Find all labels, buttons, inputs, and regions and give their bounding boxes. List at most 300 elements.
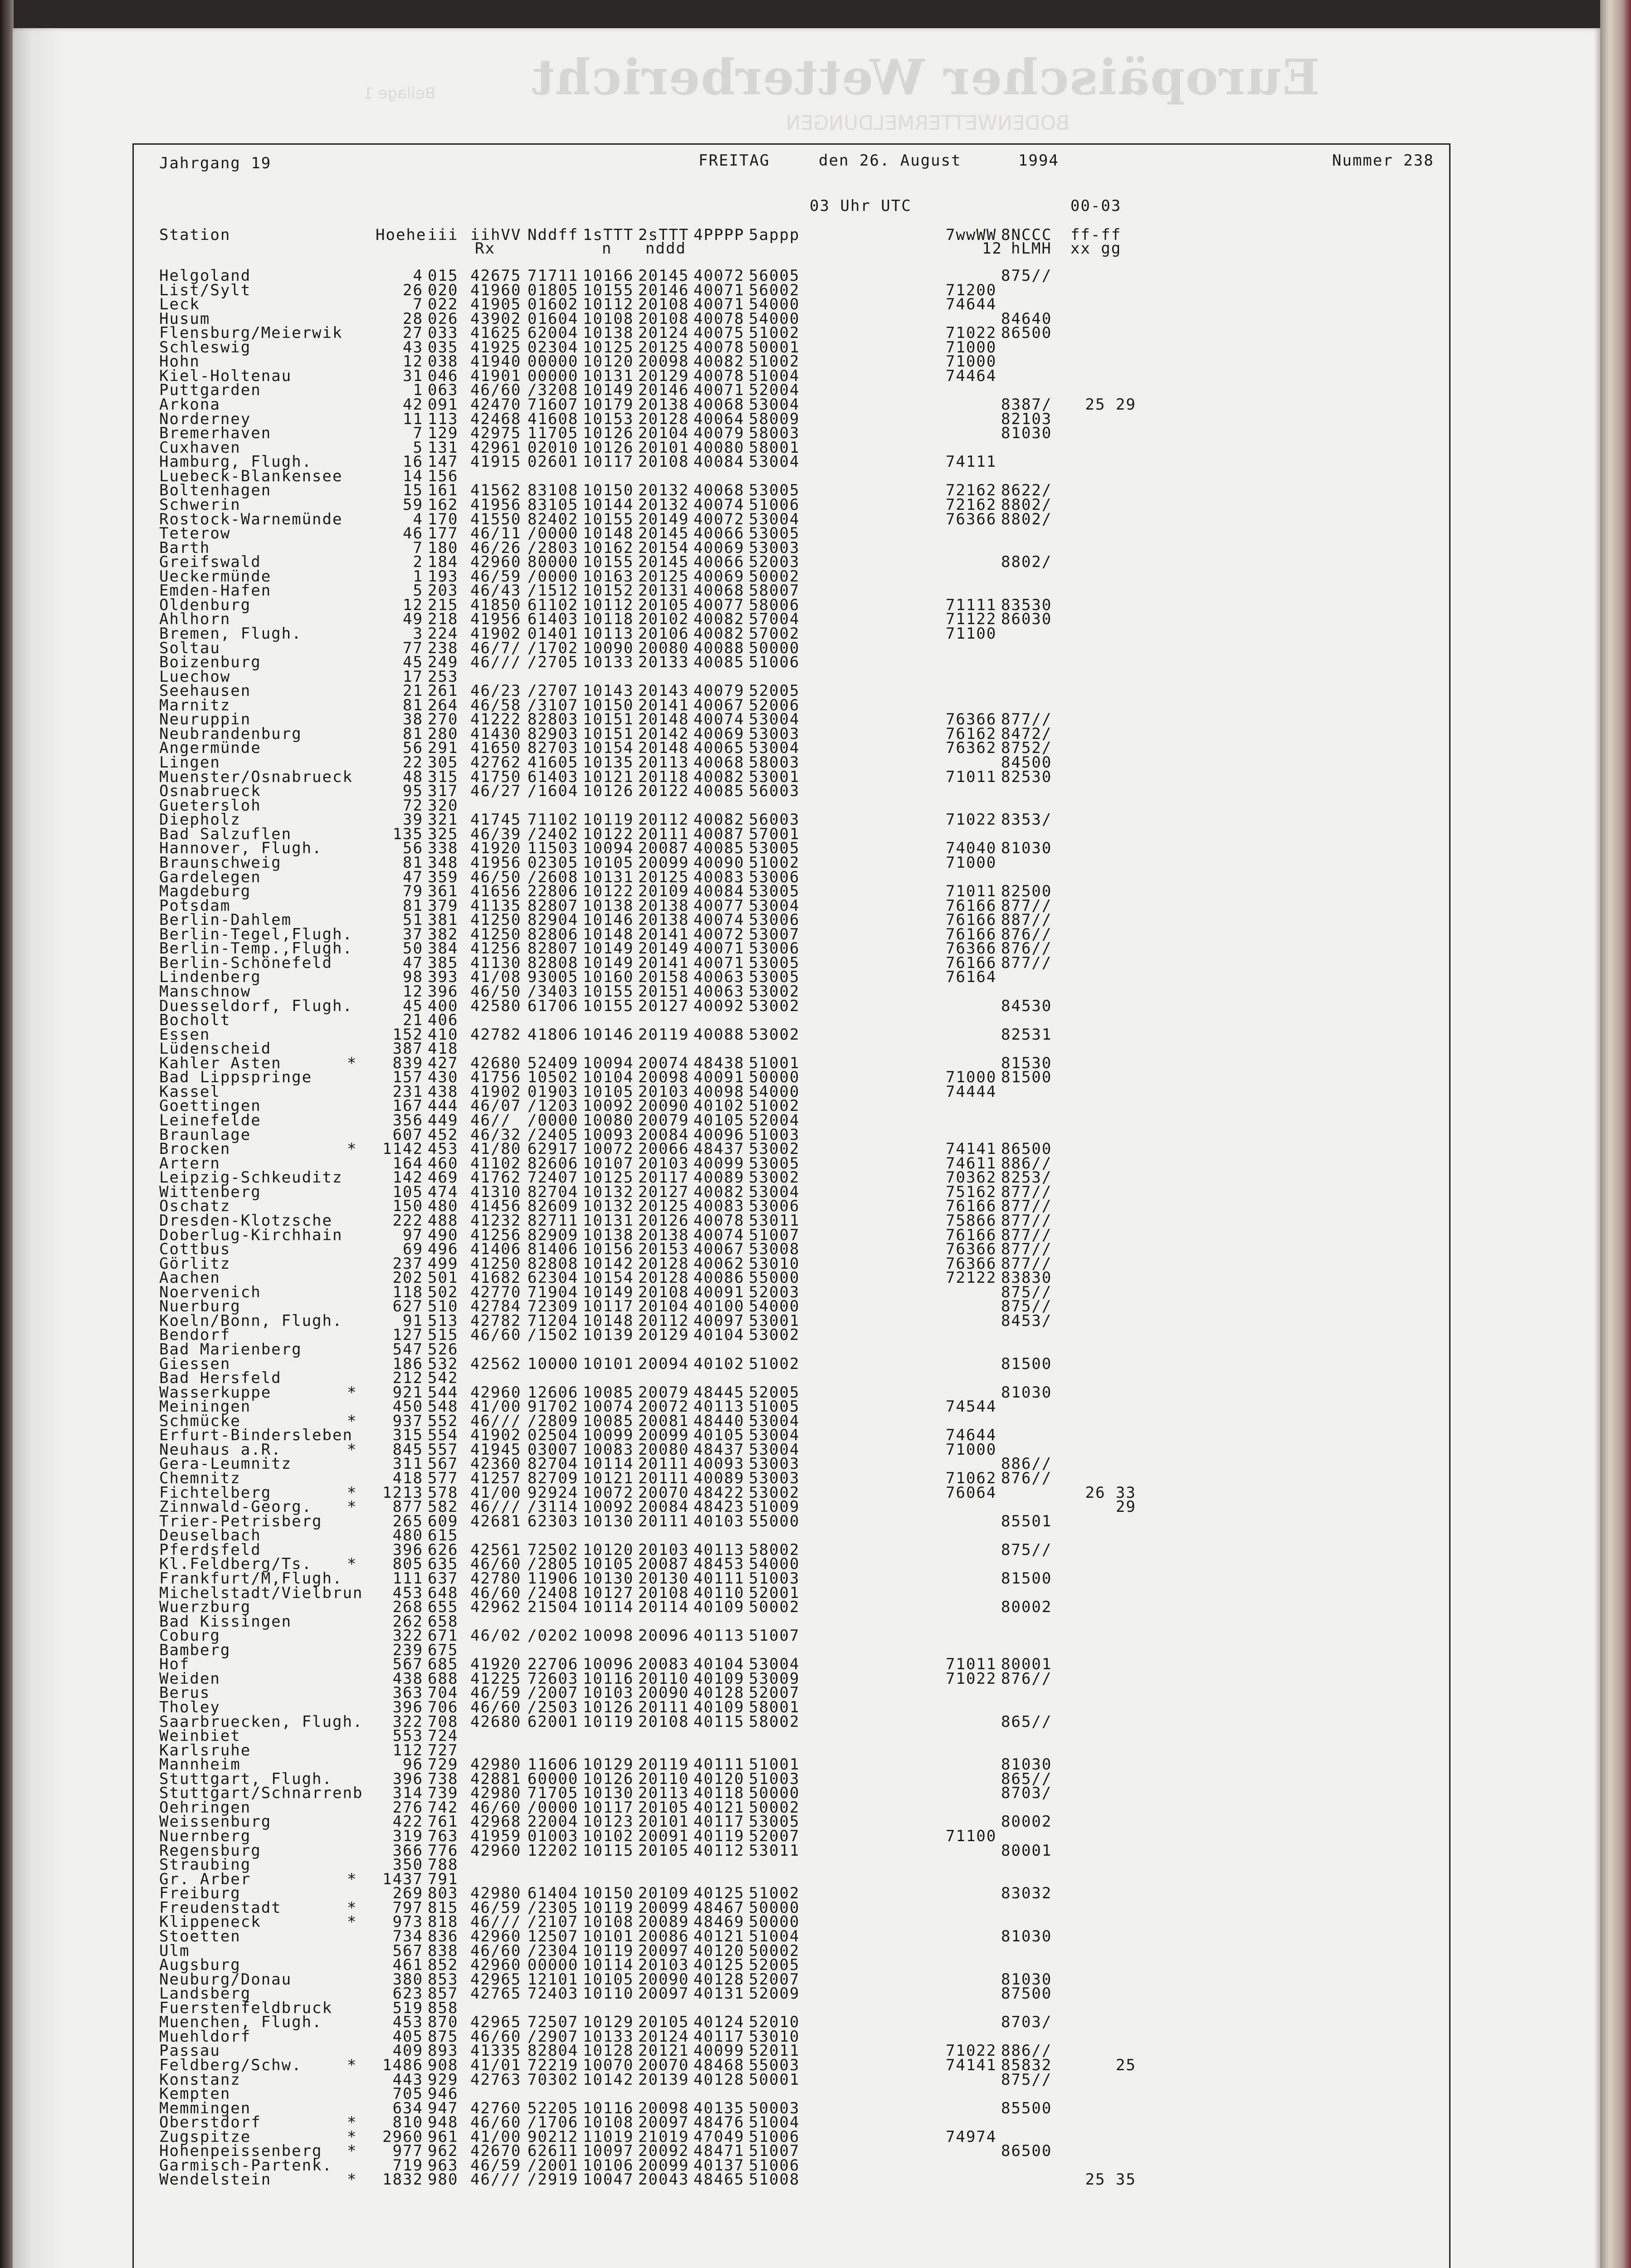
cell-sttt-2: 20143 [638, 682, 689, 700]
cell-sttt-2: 20125 [638, 1197, 689, 1216]
table-row [134, 1025, 1449, 1044]
cell-pppp: 40105 [693, 1426, 745, 1445]
cell-iihvv: 41406 [470, 1240, 522, 1259]
cell-hoehe: 81 [403, 696, 423, 714]
cell-appp: 56003 [749, 782, 800, 801]
cell-wwww: 76162 [946, 724, 997, 743]
cell-nccc: 87500 [1001, 1984, 1052, 2003]
cell-station-name: Hof [159, 1655, 190, 1674]
cell-sttt-1: 11019 [583, 2127, 634, 2146]
cell-pppp: 40082 [693, 625, 745, 643]
cell-iii: 361 [428, 882, 459, 901]
cell-sttt-1: 10131 [583, 1211, 634, 1230]
cell-station-name: Luebeck-Blankensee [159, 467, 343, 485]
cell-pppp: 40078 [693, 1211, 745, 1230]
cell-station-name: List/Sylt [159, 281, 251, 299]
cell-nddff: 72403 [527, 1984, 579, 2003]
cell-pppp: 40113 [693, 1627, 745, 1645]
cell-iii: 567 [428, 1455, 459, 1473]
cell-nccc: 86030 [1001, 610, 1052, 629]
cell-hoehe: 1142 [382, 1140, 423, 1158]
cell-sttt-1: 10121 [583, 1469, 634, 1488]
cell-sttt-1: 10085 [583, 1383, 634, 1402]
cell-sttt-2: 20105 [638, 596, 689, 614]
cell-sttt-2: 20074 [638, 1054, 689, 1072]
cell-hoehe: 45 [403, 653, 423, 672]
cell-nddff: 02304 [527, 338, 579, 357]
cell-ffff: 25 35 [1085, 2170, 1136, 2189]
cell-hoehe: 16 [403, 453, 423, 471]
cell-sttt-2: 20098 [638, 352, 689, 371]
cell-appp: 56003 [749, 811, 800, 829]
cell-appp: 53004 [749, 396, 800, 414]
cell-iii: 738 [428, 1769, 459, 1788]
cell-pppp: 40071 [693, 939, 745, 958]
cell-station-name: Ueckermünde [159, 567, 272, 586]
cell-sttt-1: 10123 [583, 1813, 634, 1831]
table-row [134, 999, 1449, 1013]
cell-pppp: 40096 [693, 1125, 745, 1144]
cell-sttt-2: 20138 [638, 896, 689, 915]
cell-sttt-1: 10142 [583, 1254, 634, 1273]
cell-iii: 033 [428, 324, 459, 342]
cell-hoehe: 81 [403, 896, 423, 915]
cell-sttt-2: 20111 [638, 1469, 689, 1488]
cell-sttt-1: 10114 [583, 1455, 634, 1473]
cell-sttt-2: 20103 [638, 1082, 689, 1101]
cell-iihvv: 41102 [470, 1154, 522, 1173]
cell-station-name: Regensburg [159, 1841, 261, 1860]
cell-iii: 946 [428, 2085, 459, 2103]
weekday: FREITAG [698, 152, 770, 170]
cell-nddff: 62917 [527, 1140, 579, 1158]
cell-station-name: Lindenberg [159, 968, 261, 987]
cell-station-name: Magdeburg [159, 882, 251, 901]
cell-wwww: 76166 [946, 953, 997, 972]
cell-nddff: /1706 [527, 2113, 579, 2132]
cell-sttt-1: 10162 [583, 538, 634, 557]
cell-nddff: 52409 [527, 1054, 579, 1072]
cell-hoehe: 239 [392, 1641, 423, 1659]
cell-sttt-2: 20091 [638, 1827, 689, 1846]
cell-iihvv: 46/60 [470, 1584, 522, 1602]
cell-hoehe: 4 [413, 510, 423, 528]
cell-station-name: Deuselbach [159, 1526, 261, 1545]
cell-nddff: 62303 [527, 1512, 579, 1530]
cell-hoehe: 7 [413, 424, 423, 443]
cell-nddff: 11906 [527, 1569, 579, 1588]
cell-nddff: 12202 [527, 1841, 579, 1860]
cell-hoehe: 69 [403, 1240, 423, 1259]
table-row [134, 655, 1449, 670]
cell-iii: 513 [428, 1311, 459, 1330]
cell-wwww: 76166 [946, 896, 997, 915]
cell-hoehe: 268 [392, 1598, 423, 1617]
cell-mountain-marker: * [347, 1383, 357, 1402]
cell-nddff: 62611 [527, 2142, 579, 2160]
cell-ffff: 25 29 [1085, 396, 1136, 414]
cell-station-name: Bad Lippspringe [159, 1068, 313, 1087]
cell-nccc: 80002 [1001, 1598, 1052, 1617]
cell-hoehe: 453 [392, 2013, 423, 2032]
cell-pppp: 40111 [693, 1755, 745, 1774]
cell-appp: 57004 [749, 610, 800, 629]
cell-wwww: 71000 [946, 1440, 997, 1459]
cell-nccc: 82530 [1001, 767, 1052, 786]
cell-iii: 022 [428, 295, 459, 314]
cell-appp: 50000 [749, 1913, 800, 1931]
cell-pppp: 40063 [693, 968, 745, 987]
cell-iihvv: 41/08 [470, 968, 522, 987]
cell-hoehe: 805 [392, 1555, 423, 1574]
cell-hoehe: 22 [403, 753, 423, 772]
cell-pppp: 40069 [693, 538, 745, 557]
cell-wwww: 71122 [946, 610, 997, 629]
cell-iii: 544 [428, 1383, 459, 1402]
cell-appp: 58006 [749, 596, 800, 614]
cell-sttt-1: 10122 [583, 825, 634, 843]
cell-sttt-1: 10130 [583, 1784, 634, 1803]
cell-sttt-2: 20079 [638, 1111, 689, 1130]
cell-hoehe: 380 [392, 1970, 423, 1989]
cell-nccc: 8802/ [1001, 495, 1052, 514]
cell-sttt-2: 20111 [638, 825, 689, 843]
cell-iii: 893 [428, 2042, 459, 2060]
cell-appp: 57002 [749, 625, 800, 643]
cell-station-name: Barth [159, 538, 210, 557]
col-7wwww-sub: 12 [982, 240, 1002, 258]
cell-iii: 015 [428, 267, 459, 285]
cell-appp: 52003 [749, 553, 800, 572]
cell-appp: 52009 [749, 1984, 800, 2003]
cell-nccc: 8253/ [1001, 1168, 1052, 1187]
cell-nddff: 60000 [527, 1769, 579, 1788]
cell-appp: 52007 [749, 1684, 800, 1702]
cell-hoehe: 81 [403, 724, 423, 743]
cell-iii: 658 [428, 1612, 459, 1631]
cell-sttt-2: 20138 [638, 1226, 689, 1244]
cell-hoehe: 79 [403, 882, 423, 901]
cell-wwww: 76366 [946, 1240, 997, 1259]
cell-sttt-1: 10120 [583, 352, 634, 371]
cell-pppp: 48471 [693, 2142, 745, 2160]
cell-appp: 52007 [749, 1970, 800, 1989]
cell-sttt-2: 20099 [638, 853, 689, 872]
cell-nddff: /2001 [527, 2156, 579, 2175]
cell-nccc: 8472/ [1001, 724, 1052, 743]
cell-hoehe: 366 [392, 1841, 423, 1860]
cell-hoehe: 31 [403, 367, 423, 385]
cell-iihvv: 42681 [470, 1512, 522, 1530]
cell-pppp: 40082 [693, 767, 745, 786]
cell-sttt-2: 21019 [638, 2127, 689, 2146]
cell-iihvv: 42762 [470, 753, 522, 772]
cell-nddff: 02010 [527, 438, 579, 457]
cell-sttt-2: 20092 [638, 2142, 689, 2160]
cell-iihvv: 46/60 [470, 2113, 522, 2132]
cell-nccc: 81030 [1001, 1383, 1052, 1402]
cell-sttt-2: 20108 [638, 1712, 689, 1731]
cell-nddff: 82808 [527, 953, 579, 972]
cell-iihvv: 41/00 [470, 1398, 522, 1416]
cell-wwww: 71000 [946, 352, 997, 371]
cell-appp: 51002 [749, 853, 800, 872]
cell-station-name: Fuerstenfeldbruck [159, 1999, 332, 2017]
cell-pppp: 40089 [693, 1168, 745, 1187]
cell-station-name: Michelstadt/Vielbrun [159, 1584, 363, 1602]
cell-station-name: Berlin-Dahlem [159, 911, 292, 929]
cell-appp: 53004 [749, 1183, 800, 1201]
cell-appp: 53010 [749, 1254, 800, 1273]
cell-sttt-1: 10094 [583, 1054, 634, 1072]
cell-iii: 385 [428, 953, 459, 972]
cell-pppp: 48468 [693, 2056, 745, 2074]
cell-iihvv: 46/07 [470, 1097, 522, 1115]
table-row [134, 1858, 1449, 1872]
cell-station-name: Soltau [159, 639, 220, 657]
cell-sttt-1: 10126 [583, 782, 634, 801]
cell-station-name: Oldenburg [159, 596, 251, 614]
cell-nddff: /1203 [527, 1097, 579, 1115]
cell-nccc: 875// [1001, 1297, 1052, 1316]
observation-time: 03 Uhr UTC [810, 197, 912, 215]
cell-hoehe: 3 [413, 625, 423, 643]
cell-station-name: Muenchen, Flugh. [159, 2013, 322, 2032]
cell-pppp: 40103 [693, 1512, 745, 1530]
cell-pppp: 40064 [693, 410, 745, 428]
cell-nddff: /2803 [527, 538, 579, 557]
cell-mountain-marker: * [347, 1412, 357, 1430]
cell-hoehe: 91 [403, 1311, 423, 1330]
cell-hoehe: 212 [392, 1369, 423, 1388]
cell-appp: 53004 [749, 1440, 800, 1459]
cell-pppp: 40085 [693, 653, 745, 672]
cell-sttt-1: 10160 [583, 968, 634, 987]
cell-iihvv: 46/60 [470, 1698, 522, 1716]
cell-sttt-2: 20128 [638, 410, 689, 428]
cell-iii: 453 [428, 1140, 459, 1158]
cell-nccc: 8453/ [1001, 1311, 1052, 1330]
cell-sttt-1: 10117 [583, 1798, 634, 1817]
cell-sttt-2: 20131 [638, 582, 689, 600]
cell-sttt-1: 10130 [583, 1569, 634, 1588]
cell-iihvv: 41256 [470, 939, 522, 958]
cell-hoehe: 705 [392, 2085, 423, 2103]
cell-appp: 53007 [749, 925, 800, 943]
cell-iii: 655 [428, 1598, 459, 1617]
cell-iii: 803 [428, 1884, 459, 1903]
cell-appp: 58003 [749, 424, 800, 443]
cell-appp: 53011 [749, 1211, 800, 1230]
cell-sttt-1: 10101 [583, 1354, 634, 1373]
cell-pppp: 40090 [693, 853, 745, 872]
cell-nccc: 8802/ [1001, 553, 1052, 572]
cell-appp: 51006 [749, 2127, 800, 2146]
cell-nccc: 865// [1001, 1769, 1052, 1788]
cell-iii: 359 [428, 868, 459, 886]
cell-nddff: /2907 [527, 2027, 579, 2046]
cell-hoehe: 150 [392, 1197, 423, 1216]
cell-iihvv: 42960 [470, 553, 522, 572]
cell-iihvv: 41250 [470, 911, 522, 929]
cell-nddff: /3208 [527, 381, 579, 400]
cell-hoehe: 105 [392, 1183, 423, 1201]
cell-iihvv: 42680 [470, 1712, 522, 1731]
cell-appp: 57001 [749, 825, 800, 843]
cell-sttt-2: 20106 [638, 625, 689, 643]
cell-iii: 170 [428, 510, 459, 528]
cell-iii: 261 [428, 682, 459, 700]
cell-iihvv: 41940 [470, 352, 522, 371]
cell-iii: 438 [428, 1082, 459, 1101]
cell-sttt-1: 10129 [583, 2013, 634, 2032]
cell-nccc: 82500 [1001, 882, 1052, 901]
cell-iihvv: 41920 [470, 1655, 522, 1674]
cell-pppp: 40135 [693, 2099, 745, 2117]
cell-station-name: Luechow [159, 667, 231, 686]
cell-iihvv: 41250 [470, 1254, 522, 1273]
cell-sttt-1: 10094 [583, 839, 634, 858]
cell-hoehe: 311 [392, 1455, 423, 1473]
cell-hoehe: 547 [392, 1340, 423, 1359]
cell-iihvv: 41/00 [470, 2127, 522, 2146]
cell-iii: 460 [428, 1154, 459, 1173]
cell-nddff: 62304 [527, 1269, 579, 1287]
cell-hoehe: 2 [413, 553, 423, 572]
cell-pppp: 48437 [693, 1440, 745, 1459]
cell-iihvv: 42784 [470, 1297, 522, 1316]
cell-iihvv: 41225 [470, 1669, 522, 1688]
cell-sttt-2: 20104 [638, 1297, 689, 1316]
cell-nddff: 61403 [527, 610, 579, 629]
cell-hoehe: 480 [392, 1526, 423, 1545]
cell-sttt-2: 20141 [638, 953, 689, 972]
cell-nddff: 71711 [527, 267, 579, 285]
cell-nddff: /2408 [527, 1584, 579, 1602]
cell-hoehe: 118 [392, 1283, 423, 1301]
cell-sttt-2: 20114 [638, 1598, 689, 1617]
cell-pppp: 48422 [693, 1483, 745, 1502]
cell-iihvv: 42782 [470, 1311, 522, 1330]
cell-hoehe: 17 [403, 667, 423, 686]
cell-nccc: 876// [1001, 1469, 1052, 1488]
cell-station-name: Seehausen [159, 682, 251, 700]
col-4pppp: 4PPPP [693, 226, 745, 244]
cell-nccc: 84500 [1001, 753, 1052, 772]
table-row [134, 1328, 1449, 1342]
cell-iii: 727 [428, 1741, 459, 1760]
cell-sttt-2: 20072 [638, 1398, 689, 1416]
cell-nddff: 82402 [527, 510, 579, 528]
cell-iii: 788 [428, 1856, 459, 1874]
cell-appp: 53004 [749, 453, 800, 471]
cell-station-name: Schleswig [159, 338, 251, 357]
cell-sttt-2: 20090 [638, 1097, 689, 1115]
cell-nddff: 03007 [527, 1440, 579, 1459]
cell-sttt-1: 10090 [583, 639, 634, 657]
cell-nddff: 62004 [527, 324, 579, 342]
cell-station-name: Boltenhagen [159, 481, 272, 500]
cell-station-name: Goettingen [159, 1097, 261, 1115]
cell-appp: 53002 [749, 1483, 800, 1502]
cell-sttt-1: 10155 [583, 510, 634, 528]
cell-iihvv: 41335 [470, 2042, 522, 2060]
cell-appp: 53005 [749, 882, 800, 901]
cell-appp: 53003 [749, 1469, 800, 1488]
cell-wwww: 71200 [946, 281, 997, 299]
cell-pppp: 40079 [693, 682, 745, 700]
cell-station-name: Berlin-Tegel,Flugh. [159, 925, 353, 943]
cell-nddff: 41608 [527, 410, 579, 428]
cell-iihvv: 46/59 [470, 2156, 522, 2175]
book-page-edges [1600, 0, 1631, 2268]
cell-wwww: 71011 [946, 1655, 997, 1674]
cell-station-name: Stuttgart/Schnarrenb [159, 1784, 363, 1803]
cell-iii: 382 [428, 925, 459, 943]
cell-iihvv: 42975 [470, 424, 522, 443]
cell-nddff: 82808 [527, 1254, 579, 1273]
cell-sttt-1: 10128 [583, 2042, 634, 2060]
cell-iihvv: 42960 [470, 1383, 522, 1402]
cell-iii: 113 [428, 410, 459, 428]
cell-hoehe: 5 [413, 438, 423, 457]
cell-nccc: 876// [1001, 925, 1052, 943]
cell-iii: 427 [428, 1054, 459, 1072]
cell-wwww: 76166 [946, 1197, 997, 1216]
cell-station-name: Nuernberg [159, 1827, 251, 1846]
cell-pppp: 40105 [693, 1111, 745, 1130]
cell-nddff: 91702 [527, 1398, 579, 1416]
cell-nddff: 82909 [527, 1226, 579, 1244]
cell-sttt-2: 20101 [638, 1813, 689, 1831]
cell-iii: 131 [428, 438, 459, 457]
cell-station-name: Osnabrueck [159, 782, 261, 801]
cell-appp: 51007 [749, 1627, 800, 1645]
cell-sttt-1: 10119 [583, 1941, 634, 1960]
cell-hoehe: 405 [392, 2027, 423, 2046]
cell-sttt-1: 10150 [583, 1884, 634, 1903]
cell-station-name: Gardelegen [159, 868, 261, 886]
cell-ffff: 25 [1116, 2056, 1136, 2074]
cell-hoehe: 37 [403, 925, 423, 943]
cell-appp: 53002 [749, 1140, 800, 1158]
cell-pppp: 40111 [693, 1569, 745, 1588]
cell-pppp: 40078 [693, 338, 745, 357]
cell-station-name: Muehldorf [159, 2027, 251, 2046]
cell-appp: 50001 [749, 2070, 800, 2089]
cell-station-name: Arkona [159, 396, 220, 414]
cell-mountain-marker: * [347, 2056, 357, 2074]
cell-nddff: 82703 [527, 739, 579, 758]
cell-appp: 53004 [749, 1655, 800, 1674]
cell-sttt-2: 20128 [638, 1269, 689, 1287]
cell-hoehe: 112 [392, 1741, 423, 1760]
cell-nddff: 82711 [527, 1211, 579, 1230]
cell-sttt-1: 10138 [583, 324, 634, 342]
cell-sttt-1: 10072 [583, 1140, 634, 1158]
cell-nddff: 52205 [527, 2099, 579, 2117]
cell-sttt-2: 20126 [638, 1211, 689, 1230]
cell-hoehe: 734 [392, 1927, 423, 1945]
table-row [134, 1354, 1449, 1373]
cell-sttt-1: 10110 [583, 1984, 634, 2003]
cell-nddff: 01003 [527, 1827, 579, 1846]
cell-nddff: 72603 [527, 1669, 579, 1688]
cell-wwww: 76166 [946, 1226, 997, 1244]
cell-nccc: 875// [1001, 267, 1052, 285]
cell-nccc: 877// [1001, 1254, 1052, 1273]
cell-pppp: 40118 [693, 1784, 745, 1803]
